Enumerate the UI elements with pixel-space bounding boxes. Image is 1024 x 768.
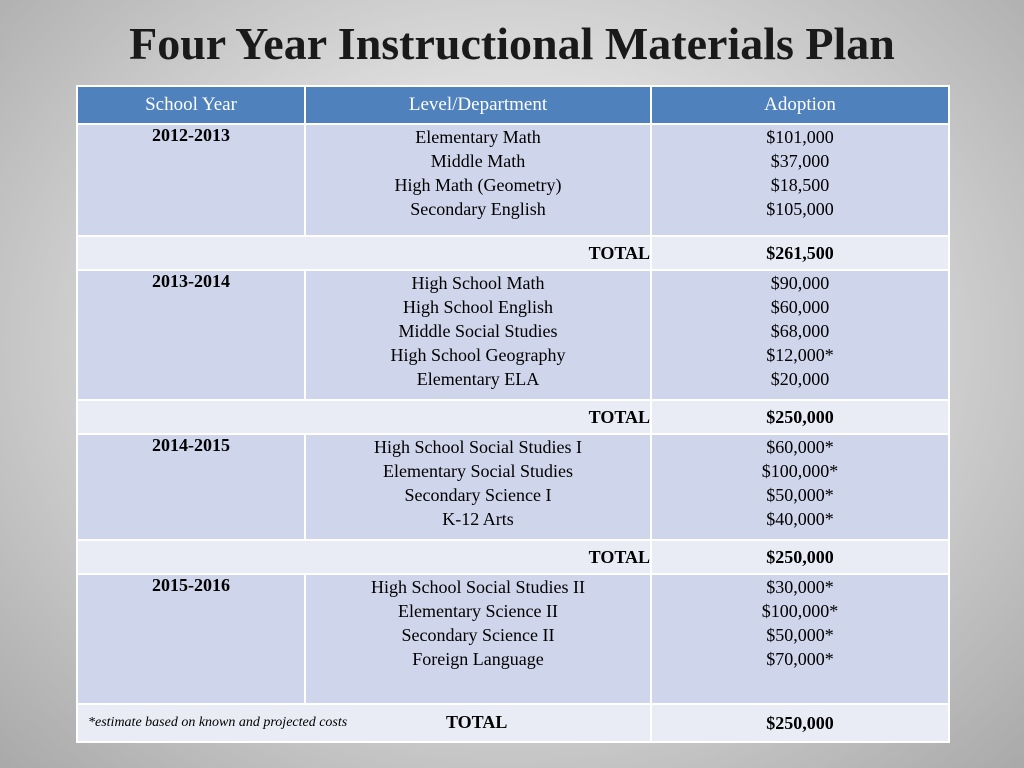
school-year-cell: 2012-2013 xyxy=(77,124,305,236)
department-item: Secondary Science II xyxy=(401,625,555,645)
department-item: High School Social Studies II xyxy=(371,577,585,597)
department-item: Elementary Math xyxy=(415,127,541,147)
adoption-amount: $50,000* xyxy=(766,625,834,645)
adoption-amount: $50,000* xyxy=(766,485,834,505)
adoption-amount: $60,000* xyxy=(766,437,834,457)
adoption-amount: $20,000 xyxy=(770,369,830,389)
department-item: Secondary English xyxy=(410,199,546,219)
total-label: TOTAL xyxy=(446,712,508,732)
adoption-amount: $101,000 xyxy=(766,127,834,147)
adoption-amount: $100,000* xyxy=(761,461,839,481)
footnote: *estimate based on known and projected costs xyxy=(88,715,348,730)
footnote-total-cell xyxy=(77,704,651,742)
department-item: Secondary Science I xyxy=(404,485,552,505)
adoption-list xyxy=(651,270,949,400)
year-row-2013-2014 xyxy=(77,270,949,400)
adoption-amount: $60,000 xyxy=(770,297,830,317)
department-list xyxy=(305,270,651,400)
adoption-list xyxy=(651,124,949,236)
slide-title: Four Year Instructional Materials Plan xyxy=(129,18,895,69)
department-item: Elementary Social Studies xyxy=(383,461,573,481)
total-row xyxy=(77,236,949,270)
header-adoption: Adoption xyxy=(651,86,949,124)
total-row xyxy=(77,540,949,574)
total-label: TOTAL xyxy=(77,236,651,270)
department-list xyxy=(305,124,651,236)
header-school-year: School Year xyxy=(77,86,305,124)
year-row-2012-2013 xyxy=(77,124,949,236)
adoption-amount: $70,000* xyxy=(766,649,834,669)
school-year-cell: 2015-2016 xyxy=(77,574,305,704)
total-label: TOTAL xyxy=(77,540,651,574)
total-label: TOTAL xyxy=(77,400,651,434)
department-item: High School English xyxy=(402,297,553,317)
department-item: Middle Social Studies xyxy=(398,321,558,341)
department-item: High School Geography xyxy=(390,345,566,365)
department-item: Foreign Language xyxy=(412,649,544,669)
adoption-list xyxy=(651,434,949,540)
year-row-2014-2015 xyxy=(77,434,949,540)
total-amount: $250,000 xyxy=(651,704,949,742)
total-amount: $261,500 xyxy=(651,236,949,270)
school-year-cell: 2014-2015 xyxy=(77,434,305,540)
department-list xyxy=(305,574,651,704)
header-row xyxy=(77,86,949,124)
department-item: High School Social Studies I xyxy=(374,437,582,457)
department-item: K-12 Arts xyxy=(442,509,514,529)
materials-plan-table xyxy=(76,85,950,743)
header-level-department: Level/Department xyxy=(305,86,651,124)
total-amount: $250,000 xyxy=(651,400,949,434)
adoption-amount: $12,000* xyxy=(766,345,834,365)
adoption-amount: $40,000* xyxy=(766,509,834,529)
school-year-cell: 2013-2014 xyxy=(77,270,305,400)
final-total-row xyxy=(77,704,949,742)
department-item: Elementary Science II xyxy=(398,601,558,621)
adoption-amount: $68,000 xyxy=(770,321,830,341)
department-item: High School Math xyxy=(411,273,545,293)
adoption-amount: $30,000* xyxy=(766,577,834,597)
adoption-list xyxy=(651,574,949,704)
total-amount: $250,000 xyxy=(651,540,949,574)
adoption-amount: $90,000 xyxy=(770,273,830,293)
department-item: High Math (Geometry) xyxy=(394,175,562,195)
adoption-amount: $37,000 xyxy=(770,151,830,171)
department-list xyxy=(305,434,651,540)
department-item: Middle Math xyxy=(430,151,526,171)
total-row xyxy=(77,400,949,434)
adoption-amount: $105,000 xyxy=(766,199,834,219)
adoption-amount: $18,500 xyxy=(770,175,830,195)
adoption-amount: $100,000* xyxy=(761,601,839,621)
year-row-2015-2016 xyxy=(77,574,949,704)
department-item: Elementary ELA xyxy=(416,369,540,389)
